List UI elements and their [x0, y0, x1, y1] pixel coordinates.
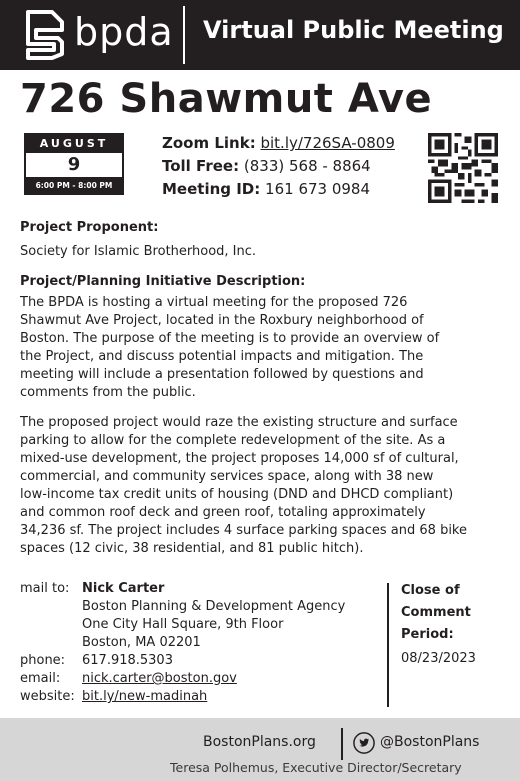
- twitter-bird-icon[interactable]: [353, 732, 375, 754]
- description-heading: Project/Planning Initiative Description:: [20, 274, 306, 289]
- website-link[interactable]: bit.ly/new-madinah: [82, 689, 208, 704]
- website-label: website:: [20, 689, 75, 704]
- proponent-heading: Project Proponent:: [20, 220, 159, 235]
- comment-line-3: Period:: [401, 627, 454, 642]
- meeting-id-value: 161 673 0984: [265, 180, 371, 198]
- text-line: 34,236 sf. The project includes 4 surface parking spaces and 68 bike: [20, 523, 467, 538]
- mail-label: mail to:: [20, 581, 70, 596]
- comment-line-2: Comment: [401, 605, 471, 620]
- text-line: and common roof deck and green roof, totaling approximately: [20, 505, 426, 520]
- description-paragraph-1: [20, 294, 508, 402]
- text-line: comments from the public.: [20, 385, 196, 400]
- description-paragraph-2: [20, 414, 508, 558]
- text-line: spaces (12 civic, 38 residential, and 81 public hitch).: [20, 541, 364, 556]
- text-line: Shawmut Ave Project, located in the Roxbury neighborhood of: [20, 313, 424, 328]
- contact-address-line-1: One City Hall Square, 9th Floor: [82, 617, 284, 632]
- logo-text: bpda: [74, 10, 174, 54]
- meeting-id-label: Meeting ID:: [162, 180, 261, 198]
- contact-org: Boston Planning & Development Agency: [82, 599, 346, 614]
- zoom-label: Zoom Link:: [162, 134, 256, 152]
- toll-number: (833) 568 - 8864: [243, 157, 371, 175]
- text-line: meeting will include a presentation followed by questions and: [20, 367, 424, 382]
- date-badge: [24, 133, 124, 195]
- comment-divider: [387, 583, 389, 707]
- contact-name: Nick Carter: [82, 581, 165, 596]
- comment-period-heading: [401, 580, 471, 646]
- text-line: The proposed project would raze the existing structure and surface: [20, 415, 458, 430]
- proponent-name: Society for Islamic Brotherhood, Inc.: [20, 244, 257, 259]
- text-line: low-income tax credit units of housing (DND and DHCD compliant): [20, 487, 454, 502]
- toll-row: [162, 155, 395, 178]
- date-time: 6:00 PM - 8:00 PM: [26, 177, 122, 195]
- text-line: The BPDA is hosting a virtual meeting for the proposed 726: [20, 295, 408, 310]
- footer: [0, 718, 520, 781]
- phone-label: phone:: [20, 653, 66, 668]
- text-line: mixed-use development, the project proposes 14,000 sf of cultural,: [20, 451, 459, 466]
- footer-divider: [341, 728, 343, 760]
- footer-social-handle[interactable]: @BostonPlans: [380, 734, 480, 750]
- email-link[interactable]: nick.carter@boston.gov: [82, 671, 237, 686]
- date-day: 9: [67, 154, 81, 175]
- bpda-logo-icon: [22, 8, 66, 62]
- email-label: email:: [20, 671, 61, 686]
- header-title: Virtual Public Meeting: [203, 16, 504, 44]
- meeting-info: [162, 132, 395, 201]
- phone-value: 617.918.5303: [82, 653, 173, 668]
- text-line: commercial, and community services space, along with 38 new: [20, 469, 434, 484]
- footer-site-link[interactable]: BostonPlans.org: [203, 734, 316, 750]
- header-divider: [183, 6, 185, 64]
- qr-code-icon[interactable]: [428, 133, 498, 203]
- page-title: 726 Shawmut Ave: [20, 76, 433, 122]
- comment-period-date: 08/23/2023: [401, 651, 476, 666]
- contact-address-line-2: Boston, MA 02201: [82, 635, 201, 650]
- header-bar: [0, 0, 520, 70]
- text-line: parking to allow for the complete redevelopment of the site. As a: [20, 433, 446, 448]
- zoom-row: [162, 132, 395, 155]
- text-line: the Project, and discuss potential impacts and mitigation. The: [20, 349, 424, 364]
- zoom-link[interactable]: bit.ly/726SA-0809: [260, 134, 395, 152]
- meeting-id-row: [162, 178, 395, 201]
- toll-label: Toll Free:: [162, 157, 240, 175]
- comment-line-1: Close of: [401, 583, 460, 598]
- date-month: AUGUST: [26, 135, 122, 153]
- text-line: Boston. The purpose of the meeting is to provide an overview of: [20, 331, 440, 346]
- footer-director: Teresa Polhemus, Executive Director/Secretary: [170, 760, 462, 775]
